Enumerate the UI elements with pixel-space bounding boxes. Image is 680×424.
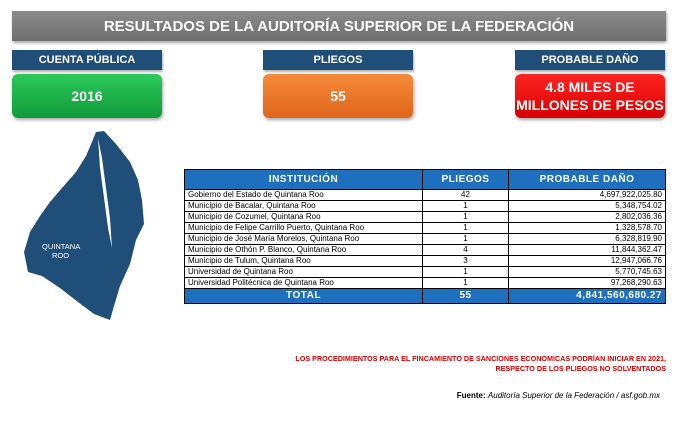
cell-institucion: Municipio de Cozumel, Quintana Roo <box>185 212 423 223</box>
total-label: TOTAL <box>185 289 423 304</box>
pliegos-label: PLIEGOS <box>263 50 413 70</box>
cell-institucion: Universidad de Quintana Roo <box>185 267 423 278</box>
cell-dano: 97,268,290.63 <box>509 278 666 289</box>
table-row <box>185 267 666 278</box>
table-row <box>185 223 666 234</box>
cell-institucion: Municipio de Tulum, Quintana Roo <box>185 256 423 267</box>
cell-pliegos: 1 <box>423 201 509 212</box>
table-row <box>185 201 666 212</box>
cell-pliegos: 1 <box>423 212 509 223</box>
probable-dano-value-line2: MILLONES DE PESOS <box>516 97 664 113</box>
quintana-roo-map <box>20 128 150 328</box>
cuenta-publica-value: 2016 <box>12 74 162 118</box>
note-line1: LOS PROCEDIMIENTOS PARA EL FINCAMIENTO DE SANCIONES ECONOMICAS PODRÍAN INICIAR EN 2021, <box>295 354 666 363</box>
cell-dano: 6,328,819.90 <box>509 234 666 245</box>
cell-pliegos: 1 <box>423 223 509 234</box>
map-label-line2: ROO <box>52 251 70 260</box>
probable-dano-value <box>515 74 665 118</box>
table-row <box>185 245 666 256</box>
cell-dano: 12,947,066.76 <box>509 256 666 267</box>
cell-pliegos: 1 <box>423 267 509 278</box>
total-dano: 4,841,560,680.27 <box>509 289 666 304</box>
table-row <box>185 256 666 267</box>
cell-dano: 5,770,745.63 <box>509 267 666 278</box>
cell-institucion: Universidad Politécnica de Quintana Roo <box>185 278 423 289</box>
source-label: Fuente: <box>456 391 486 400</box>
header-institucion: INSTITUCIÓN <box>185 170 423 190</box>
cell-dano: 5,348,754.02 <box>509 201 666 212</box>
cell-institucion: Gobierno del Estado de Quintana Roo <box>185 190 423 201</box>
table-header-row <box>185 170 666 190</box>
header-pliegos: PLIEGOS <box>423 170 509 190</box>
cell-dano: 2,802,036.36 <box>509 212 666 223</box>
probable-dano-label: PROBABLE DAÑO <box>515 50 665 70</box>
map-label-line1: QUINTANA <box>42 242 81 251</box>
header-dano: PROBABLE DAÑO <box>509 170 666 190</box>
quintana-roo-shape <box>24 131 144 320</box>
total-pliegos: 55 <box>423 289 509 304</box>
results-table <box>184 169 666 304</box>
cell-dano: 1,328,578.70 <box>509 223 666 234</box>
cell-pliegos: 3 <box>423 256 509 267</box>
procedures-note <box>220 354 666 374</box>
note-line2: RESPECTO DE LOS PLIEGOS NO SOLVENTADOS <box>495 364 666 373</box>
cell-dano: 4,697,922,025.80 <box>509 190 666 201</box>
cell-pliegos: 1 <box>423 234 509 245</box>
source-credit <box>457 391 660 400</box>
page-title: RESULTADOS DE LA AUDITORÍA SUPERIOR DE LA FEDERACIÓN <box>12 11 666 41</box>
probable-dano-value-line1: 4.8 MILES DE <box>545 79 635 95</box>
table-total-row <box>185 289 666 304</box>
cell-institucion: Municipio de Othón P. Blanco, Quintana Roo <box>185 245 423 256</box>
cell-institucion: Municipio de Bacalar, Quintana Roo <box>185 201 423 212</box>
cuenta-publica-label: CUENTA PÚBLICA <box>12 50 162 70</box>
cell-pliegos: 42 <box>423 190 509 201</box>
table-row <box>185 212 666 223</box>
cell-dano: 11,844,362.47 <box>509 245 666 256</box>
cell-institucion: Municipio de José María Morelos, Quintana Roo <box>185 234 423 245</box>
pliegos-value: 55 <box>263 74 413 118</box>
cell-pliegos: 4 <box>423 245 509 256</box>
table-row <box>185 190 666 201</box>
cell-pliegos: 1 <box>423 278 509 289</box>
source-text: Auditoría Superior de la Federación / asf.gob.mx <box>487 391 660 400</box>
table-row <box>185 278 666 289</box>
cell-institucion: Municipio de Felipe Carrillo Puerto, Quintana Roo <box>185 223 423 234</box>
table-row <box>185 234 666 245</box>
